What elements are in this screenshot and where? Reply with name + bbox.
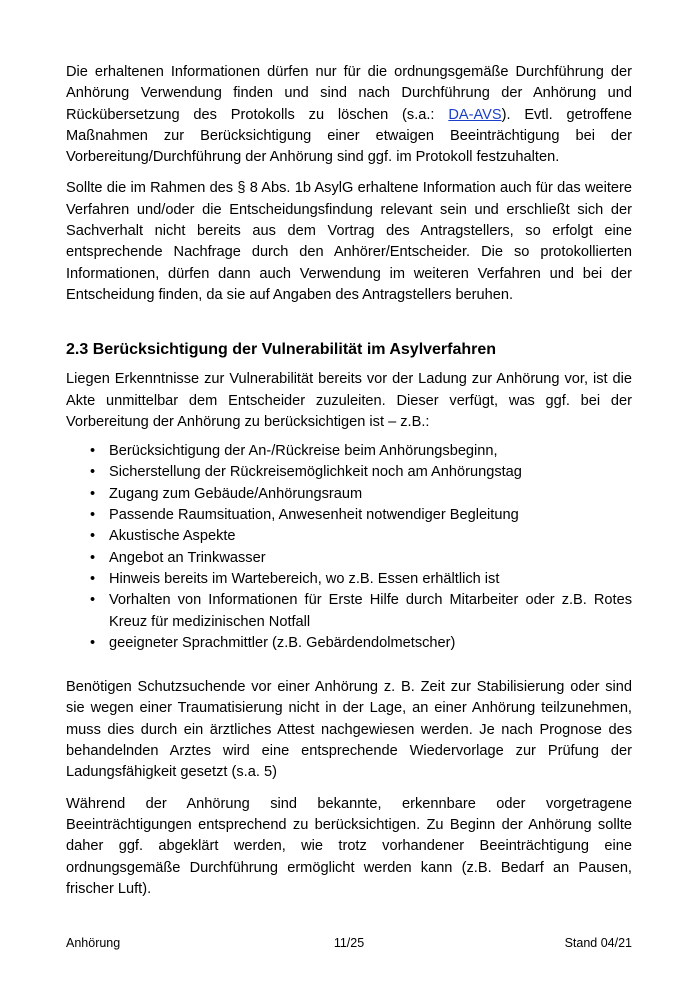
paragraph-during-hearing: Während der Anhörung sind bekannte, erkennbare oder vorgetragene Beeinträchtigungen entsprechend zu berücksichtigen. Zu Beginn der Anhörung sollte daher ggf. abgeklärt werden, wie trotz vorhandener Beeinträchtigung eine ordnungsgemäße Durchführung ermöglicht werden kann (z.B. Bedarf an Pausen, frischer Luft).: [66, 795, 632, 897]
list-item: [66, 462, 632, 483]
list-item: [66, 590, 632, 633]
paragraph-vulnerability-intro: Liegen Erkenntnisse zur Vulnerabilität bereits vor der Ladung zur Anhörung vor, ist die Akte unmittelbar dem Entscheider zuzuleiten. Dieser verfügt, was ggf. bei der Vorbereitung der Anhörung zu berücksichtigen ist – z.B.:: [66, 371, 632, 430]
bullet-icon: •: [90, 528, 96, 545]
section-heading: 2.3 Berücksichtigung der Vulnerabilität im Asylverfahren: [66, 341, 497, 359]
footer-document-title: Anhörung: [66, 936, 121, 950]
paragraph-text-after-link: ). Evtl. getroffene Maßnahmen zur Berücksichtigung einer etwaigen Beeinträchtigung bei der Vorbereitung/Durchführung der Anhörung sind ggf. im Protokoll festzuhalten.: [66, 106, 632, 166]
list-item: [66, 569, 632, 590]
document-page: [66, 62, 632, 900]
list-item: [66, 526, 632, 547]
bullet-icon: •: [90, 570, 96, 587]
list-item-text: Akustische Aspekte: [109, 528, 236, 545]
footer-version: Stand 04/21: [564, 936, 632, 950]
bullet-icon: •: [90, 592, 96, 609]
list-item-text: Berücksichtigung der An-/Rückreise beim Anhörungsbeginn,: [109, 443, 498, 460]
paragraph-medical-certificate: Benötigen Schutzsuchende vor einer Anhörung z. B. Zeit zur Stabilisierung oder sind sie wegen einer Traumatisierung nicht in der Lage, an einer Anhörung teilzunehmen, muss dies durch ein ärztliches Attest nachgewiesen werden. Je nach Prognose des behandelnden Arztes wird eine entsprechende Wiedervorlage zur Prüfung der Ladungsfähigkeit gesetzt (s.a. 5): [66, 679, 632, 781]
list-item-text: Angebot an Trinkwasser: [109, 549, 266, 566]
bullet-icon: •: [90, 634, 96, 651]
list-item-text: Sicherstellung der Rückreisemöglichkeit noch am Anhörungstag: [109, 464, 522, 481]
da-avs-link[interactable]: DA-AVS: [448, 106, 502, 123]
paragraph-text-before-link: Die erhaltenen Informationen dürfen nur für die ordnungsgemäße Durchführung der Anhörung Verwendung finden und sind nach Durchführung der Anhörung und Rückübersetzung des Protokolls zu löschen (s.a.:: [66, 64, 632, 123]
measures-list: [66, 441, 632, 654]
bullet-icon: •: [90, 507, 96, 524]
bullet-icon: •: [90, 485, 96, 502]
page-footer: [66, 934, 632, 952]
list-item-text: Vorhalten von Informationen für Erste Hilfe durch Mitarbeiter oder z.B. Rotes Kreuz für medizinischen Notfall: [109, 592, 632, 630]
paragraph-asylg-info: Sollte die im Rahmen des § 8 Abs. 1b AsylG erhaltene Information auch für das weitere Verfahren und/oder die Entscheidungsfindung relevant sein und erschließt sich der Sachverhalt nicht bereits aus dem Vortrag des Antragstellers, so erfolgt eine entsprechende Nachfrage durch den Anhörer/Entscheider. Die so protokollierten Informationen, dürfen dann auch Verwendung im weiteren Verfahren und bei der Entscheidung finden, da sie auf Angaben des Antragstellers beruhen.: [66, 180, 632, 303]
list-item: [66, 633, 632, 654]
list-item-text: geeigneter Sprachmittler (z.B. Gebärdendolmetscher): [109, 634, 456, 651]
bullet-icon: •: [90, 443, 96, 460]
bullet-icon: •: [90, 464, 96, 481]
list-item: [66, 548, 632, 569]
list-item-text: Zugang zum Gebäude/Anhörungsraum: [109, 485, 363, 502]
list-item-text: Passende Raumsituation, Anwesenheit notwendiger Begleitung: [109, 507, 519, 524]
list-item: [66, 505, 632, 526]
paragraph-data-usage: [66, 62, 632, 168]
list-item-text: Hinweis bereits im Wartebereich, wo z.B. Essen erhältlich ist: [109, 570, 500, 587]
list-item: [66, 484, 632, 505]
footer-page-number: 11/25: [333, 936, 365, 950]
bullet-icon: •: [90, 549, 96, 566]
list-item: [66, 441, 632, 462]
